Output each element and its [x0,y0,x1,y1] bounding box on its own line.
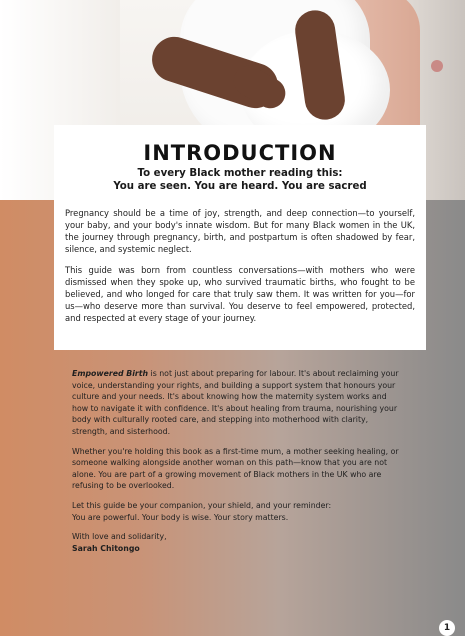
subtitle [65,167,415,193]
body-paragraph-3-line-1: Let this guide be your companion, your shield, and your reminder: [72,500,332,510]
author-name: Sarah Chitongo [72,543,140,553]
body-paragraph-3 [72,500,400,523]
signature-block [72,531,400,554]
book-title-emphasis: Empowered Birth [72,369,149,378]
body-text [72,368,400,554]
intro-card [54,125,426,350]
page-number: 1 [439,620,455,636]
body-paragraph-1-text: is not just about preparing for labour. It's about reclaiming your voice, understanding your rights, and building a support system that honours your culture and your needs. It's about knowing how the maternity system works and how to navigate it with confidence. It's about healing from trauma, nourishing your body with culturally rooted care, and stepping into motherhood with clarity, strength, and sisterhood. [72,369,399,436]
body-paragraph-2: Whether you're holding this book as a first-time mum, a mother seeking healing, or someone walking alongside another woman on this path—know that you are not alone. You are part of a growing movement of Black mothers in the UK who are refusing to be overlooked. [72,446,399,491]
body-paragraph-3-line-2: You are powerful. Your body is wise. Your story matters. [72,512,289,522]
flower-decor [431,60,443,72]
intro-paragraph-1: Pregnancy should be a time of joy, strength, and deep connection—to yourself, your baby, and your body's innate wisdom. But for many Black women in the UK, the journey through pregnancy, birth, and postpartum is often shadowed by fear, silence, and systemic neglect. [65,208,415,254]
intro-paragraph-2: This guide was born from countless conversations—with mothers who were dismissed when they spoke up, who survived traumatic births, who fought to be believed, and who longed for care that truly saw them. It was written for you—for us—who deserve more than survival. You deserve to feel empowered, protected, and respected at every stage of your journey. [65,265,415,323]
subtitle-line-1: To every Black mother reading this: [137,168,343,179]
closing-line: With love and solidarity, [72,532,167,542]
body-paragraph-1 [72,368,400,438]
page-title: INTRODUCTION [143,141,337,165]
subtitle-line-2: You are seen. You are heard. You are sacred [113,181,367,192]
